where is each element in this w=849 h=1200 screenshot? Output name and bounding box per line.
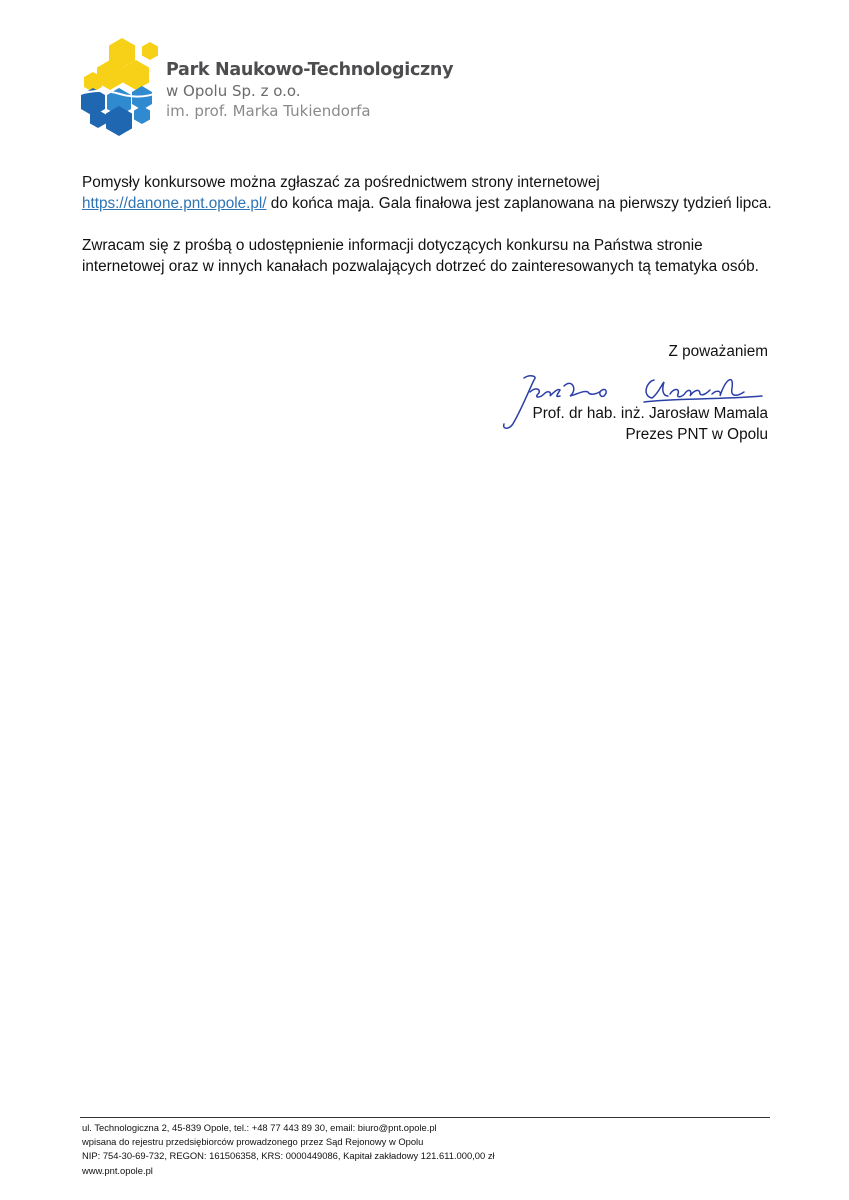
- organization-name: Park Naukowo-Technologiczny: [166, 60, 454, 80]
- organization-patron: im. prof. Marka Tukiendorfa: [166, 102, 371, 120]
- signer-block: [533, 403, 769, 445]
- paragraph-1-start: Pomysły konkursowe można zgłaszać za pośrednictwem strony internetowej: [82, 174, 600, 191]
- organization-logo: [80, 36, 480, 136]
- footer-divider: [80, 1117, 770, 1118]
- footer-address: ul. Technologiczna 2, 45-839 Opole, tel.: +48 77 443 89 30, email: biuro@pnt.opole.pl: [82, 1122, 437, 1133]
- letter-body: [82, 172, 772, 298]
- footer-registry: wpisana do rejestru przedsiębiorców prowadzonego przez Sąd Rejonowy w Opolu: [82, 1136, 424, 1148]
- paragraph-1-rest: do końca maja. Gala finałowa jest zaplanowana na pierwszy tydzień lipca.: [266, 195, 772, 212]
- paragraph-request: Zwracam się z prośbą o udostępnienie informacji dotyczących konkursu na Państwa stronie internetowej oraz w innych kanałach pozwalających dotrzeć do zainteresowanych tą tematyka osób.: [82, 237, 759, 275]
- signer-name: Prof. dr hab. inż. Jarosław Mamala: [532, 405, 768, 422]
- honeycomb-logo-icon: [80, 36, 162, 136]
- organization-name-block: [166, 60, 453, 120]
- paragraph-submission: [82, 172, 772, 214]
- signer-title: Prezes PNT w Opolu: [625, 426, 768, 443]
- footer-website[interactable]: www.pnt.opole.pl: [82, 1164, 153, 1176]
- closing-phrase: Z poważaniem: [668, 343, 768, 360]
- competition-link[interactable]: https://danone.pnt.opole.pl/: [82, 195, 267, 212]
- organization-subtitle: w Opolu Sp. z o.o.: [166, 82, 301, 100]
- footer: [82, 1121, 495, 1178]
- footer-company-ids: NIP: 754-30-69-732, REGON: 161506358, KRS: 0000449086, Kapitał zakładowy 121.611.000,00 zł: [82, 1150, 495, 1162]
